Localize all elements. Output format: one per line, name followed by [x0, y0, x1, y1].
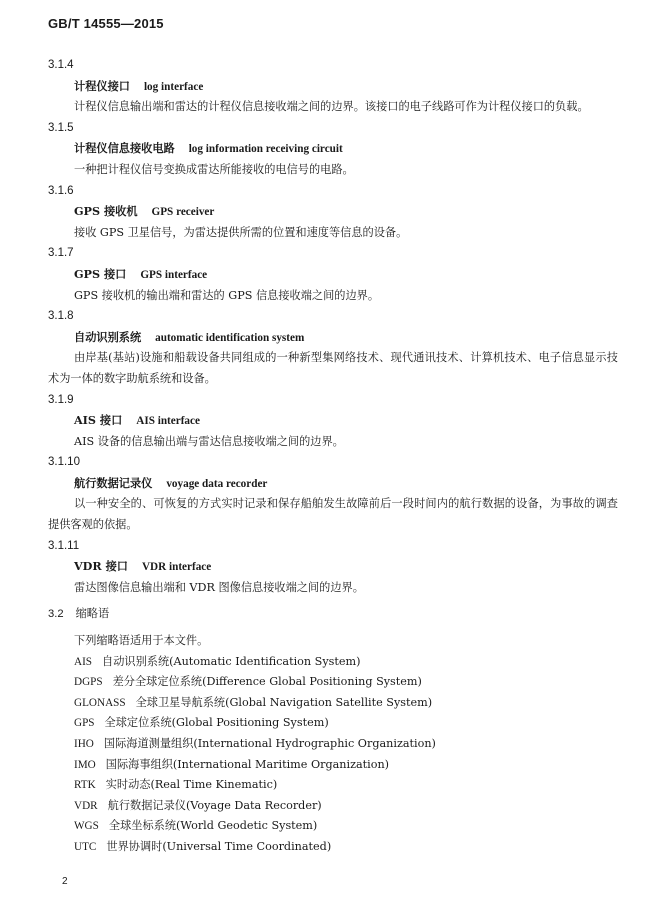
- term-number: 3.1.6: [48, 184, 74, 197]
- term-entry: [48, 181, 618, 244]
- term-definition: 一种把计程仪信号变换成雷达所能接收的电信号的电路。: [74, 162, 354, 176]
- term-definition: 计程仪信息输出端和雷达的计程仪信息接收端之间的边界。该接口的电子线路可作为计程仪接口的负载。: [74, 100, 589, 114]
- term-en: AIS interface: [136, 415, 200, 428]
- term-title: [48, 138, 618, 160]
- term-definition: 以一种安全的、可恢复的方式实时记录和保存船舶发生故障前后一段时间内的航行数据的设备，为事故的调查提供客观的依据。: [48, 497, 618, 532]
- term-number: 3.1.4: [48, 59, 74, 71]
- term-cn: 计程仪信息接收电路: [74, 141, 175, 156]
- term-entry: [48, 118, 618, 181]
- term-title: [48, 264, 618, 286]
- abbreviations-section: [48, 604, 618, 857]
- abbreviation-text: 自动识别系统(Automatic Identification System): [102, 654, 361, 668]
- term-cn: 航行数据记录仪: [74, 475, 153, 490]
- term-number: 3.1.10: [48, 456, 80, 469]
- abbreviation-code: AIS: [74, 655, 93, 668]
- term-number: 3.1.5: [48, 121, 74, 134]
- term-cn: GPS 接收机: [74, 204, 138, 219]
- abbreviation-item: [48, 693, 618, 714]
- term-title: [48, 473, 618, 495]
- term-title: [48, 201, 618, 223]
- abbreviation-text: 实时动态(Real Time Kinematic): [105, 778, 278, 792]
- term-title: [48, 76, 618, 98]
- abbreviation-text: 航行数据记录仪(Voyage Data Recorder): [107, 798, 322, 812]
- term-number: 3.1.9: [48, 393, 74, 406]
- term-en: GPS interface: [140, 268, 208, 281]
- abbreviation-text: 国际海事组织(International Maritime Organization): [105, 757, 390, 771]
- abbreviation-code: VDR: [74, 799, 98, 812]
- term-cn: 自动识别系统: [74, 329, 142, 344]
- term-cn: VDR 接口: [74, 559, 128, 574]
- term-entry: [48, 306, 618, 389]
- term-entry: [48, 536, 618, 599]
- term-number: 3.1.11: [48, 539, 80, 552]
- abbreviation-item: [48, 652, 618, 673]
- section-heading: [48, 604, 618, 625]
- term-cn: AIS 接口: [74, 413, 123, 428]
- abbreviation-item: [48, 755, 618, 776]
- abbreviation-code: RTK: [74, 779, 96, 792]
- term-definition: 接收 GPS 卫星信号，为雷达提供所需的位置和速度等信息的设备。: [74, 225, 408, 239]
- term-entry: [48, 452, 618, 535]
- abbreviation-item: [48, 816, 618, 837]
- abbreviation-code: GPS: [74, 717, 95, 730]
- abbreviation-code: UTC: [74, 840, 97, 853]
- term-title: [48, 556, 618, 578]
- term-definition: 由岸基(基站)设施和船载设备共同组成的一种新型集网络技术、现代通讯技术、计算机技术、电子信息显示技术为一体的数字助航系统和设备。: [48, 351, 618, 385]
- abbreviation-item: [48, 775, 618, 796]
- section-intro: 下列缩略语适用于本文件。: [74, 634, 209, 648]
- abbreviation-item: [48, 672, 618, 693]
- term-definition: AIS 设备的信息输出端与雷达信息接收端之间的边界。: [74, 434, 344, 448]
- abbreviation-item: [48, 713, 618, 734]
- term-entry: [48, 243, 618, 306]
- term-en: log interface: [143, 80, 204, 93]
- abbreviation-code: WGS: [74, 820, 99, 833]
- standard-code-header: GB/T 14555—2015: [48, 16, 164, 31]
- term-definition: GPS 接收机的输出端和雷达的 GPS 信息接收端之间的边界。: [74, 288, 380, 302]
- page-number: 2: [62, 876, 68, 887]
- abbreviation-code: GLONASS: [74, 696, 126, 709]
- term-en: VDR interface: [141, 561, 212, 574]
- term-entry: [48, 55, 618, 118]
- abbreviation-text: 差分全球定位系统(Difference Global Positioning System): [112, 675, 422, 689]
- abbreviation-code: IHO: [74, 738, 94, 750]
- term-definition: 雷达图像信息输出端和 VDR 图像信息接收端之间的边界。: [74, 580, 364, 594]
- term-en: log information receiving circuit: [188, 143, 343, 156]
- abbreviation-text: 世界协调时(Universal Time Coordinated): [106, 839, 332, 853]
- term-en: voyage data recorder: [166, 477, 268, 490]
- term-number: 3.1.8: [48, 310, 74, 323]
- term-en: GPS receiver: [151, 206, 215, 219]
- abbreviation-item: [48, 734, 618, 755]
- abbreviation-text: 全球坐标系统(World Geodetic System): [108, 819, 318, 833]
- section-title: 缩略语: [75, 607, 110, 621]
- abbreviation-text: 全球卫星导航系统(Global Navigation Satellite System): [135, 695, 433, 709]
- abbreviation-item: [48, 837, 618, 858]
- abbreviation-item: [48, 796, 618, 817]
- term-number: 3.1.7: [48, 247, 74, 260]
- abbreviation-code: IMO: [74, 758, 96, 771]
- term-cn: 计程仪接口: [74, 78, 130, 93]
- term-en: automatic identification system: [155, 331, 305, 344]
- abbreviation-code: DGPS: [74, 676, 103, 689]
- term-title: [48, 410, 618, 432]
- section-number: 3.2: [48, 608, 64, 621]
- document-body: [48, 55, 618, 858]
- term-cn: GPS 接口: [74, 266, 127, 281]
- abbreviation-text: 全球定位系统(Global Positioning System): [104, 716, 329, 730]
- term-entry: [48, 390, 618, 453]
- term-title: [48, 327, 618, 349]
- abbreviation-text: 国际海道测量组织(International Hydrographic Organization): [103, 737, 436, 750]
